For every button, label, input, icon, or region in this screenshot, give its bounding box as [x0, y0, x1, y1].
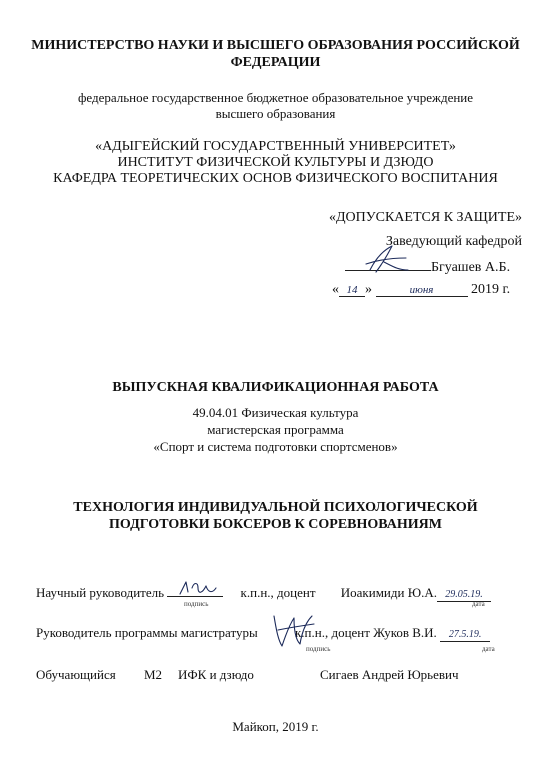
- ministry-line-2: ФЕДЕРАЦИИ: [230, 55, 321, 70]
- program-head-podpis-caption: подпись: [306, 645, 331, 653]
- program-head-degree-name: к.п.н., доцент Жуков В.И.: [294, 625, 437, 640]
- approval-date-day: 14: [339, 284, 365, 297]
- approval-title: «ДОПУСКАЕТСЯ К ЗАЩИТЕ»: [328, 210, 522, 225]
- work-type: ВЫПУСКНАЯ КВАЛИФИКАЦИОННАЯ РАБОТА: [112, 380, 439, 395]
- student-name: Сигаев Андрей Юрьевич: [320, 667, 459, 682]
- program-name: «Спорт и система подготовки спортсменов»: [153, 439, 398, 454]
- approval-date: « 14 » июня 2019 г.: [332, 282, 511, 297]
- supervisor-row: [36, 584, 491, 602]
- approval-date-month: июня: [376, 284, 468, 297]
- student-institute: ИФК и дзюдо: [178, 667, 254, 682]
- head-signature: [362, 240, 412, 276]
- student-label: Обучающийся: [36, 667, 116, 682]
- supervisor-date: 29.05.19.: [437, 589, 491, 602]
- institution-type-line-1: федеральное государственное бюджетное образовательное учреждение: [77, 90, 474, 105]
- supervisor-name: Иоакимиди Ю.А.: [340, 585, 437, 600]
- supervisor-degree: к.п.н., доцент: [240, 585, 316, 600]
- program-head-label: Руководитель программы магистратуры: [36, 625, 258, 640]
- supervisor-label: Научный руководитель: [36, 585, 165, 600]
- department-name: КАФЕДРА ТЕОРЕТИЧЕСКИХ ОСНОВ ФИЗИЧЕСКОГО ВОСПИТАНИЯ: [53, 171, 498, 186]
- approval-role: Заведующий кафедрой: [385, 234, 522, 249]
- supervisor-podpis-caption: подпись: [184, 600, 209, 608]
- program-kind: магистерская программа: [207, 422, 344, 437]
- approval-name: Бгуашев А.Б.: [431, 260, 511, 275]
- program-head-data-caption: дата: [482, 645, 495, 653]
- thesis-title-line-1: ТЕХНОЛОГИЯ ИНДИВИДУАЛЬНОЙ ПСИХОЛОГИЧЕСКОЙ: [73, 500, 478, 515]
- university-name: «АДЫГЕЙСКИЙ ГОСУДАРСТВЕННЫЙ УНИВЕРСИТЕТ»: [95, 139, 456, 154]
- supervisor-signature: [176, 578, 220, 600]
- student-group: М2: [144, 667, 163, 682]
- thesis-title-line-2: ПОДГОТОВКИ БОКСЕРОВ К СОРЕВНОВАНИЯМ: [109, 517, 442, 532]
- work-code: 49.04.01 Физическая культура: [192, 405, 359, 420]
- approval-date-year: 2019 г.: [471, 282, 511, 297]
- program-head-row: [36, 625, 490, 642]
- program-head-date: 27.5.19.: [440, 629, 490, 642]
- institution-type-line-2: высшего образования: [215, 106, 336, 121]
- program-head-signature: [268, 610, 318, 650]
- supervisor-data-caption: дата: [472, 600, 485, 608]
- place-year: Майкоп, 2019 г.: [232, 719, 319, 734]
- ministry-line-1: МИНИСТЕРСТВО НАУКИ И ВЫСШЕГО ОБРАЗОВАНИЯ РОССИЙСКОЙ: [31, 38, 520, 53]
- institute-name: ИНСТИТУТ ФИЗИЧЕСКОЙ КУЛЬТУРЫ И ДЗЮДО: [117, 155, 434, 170]
